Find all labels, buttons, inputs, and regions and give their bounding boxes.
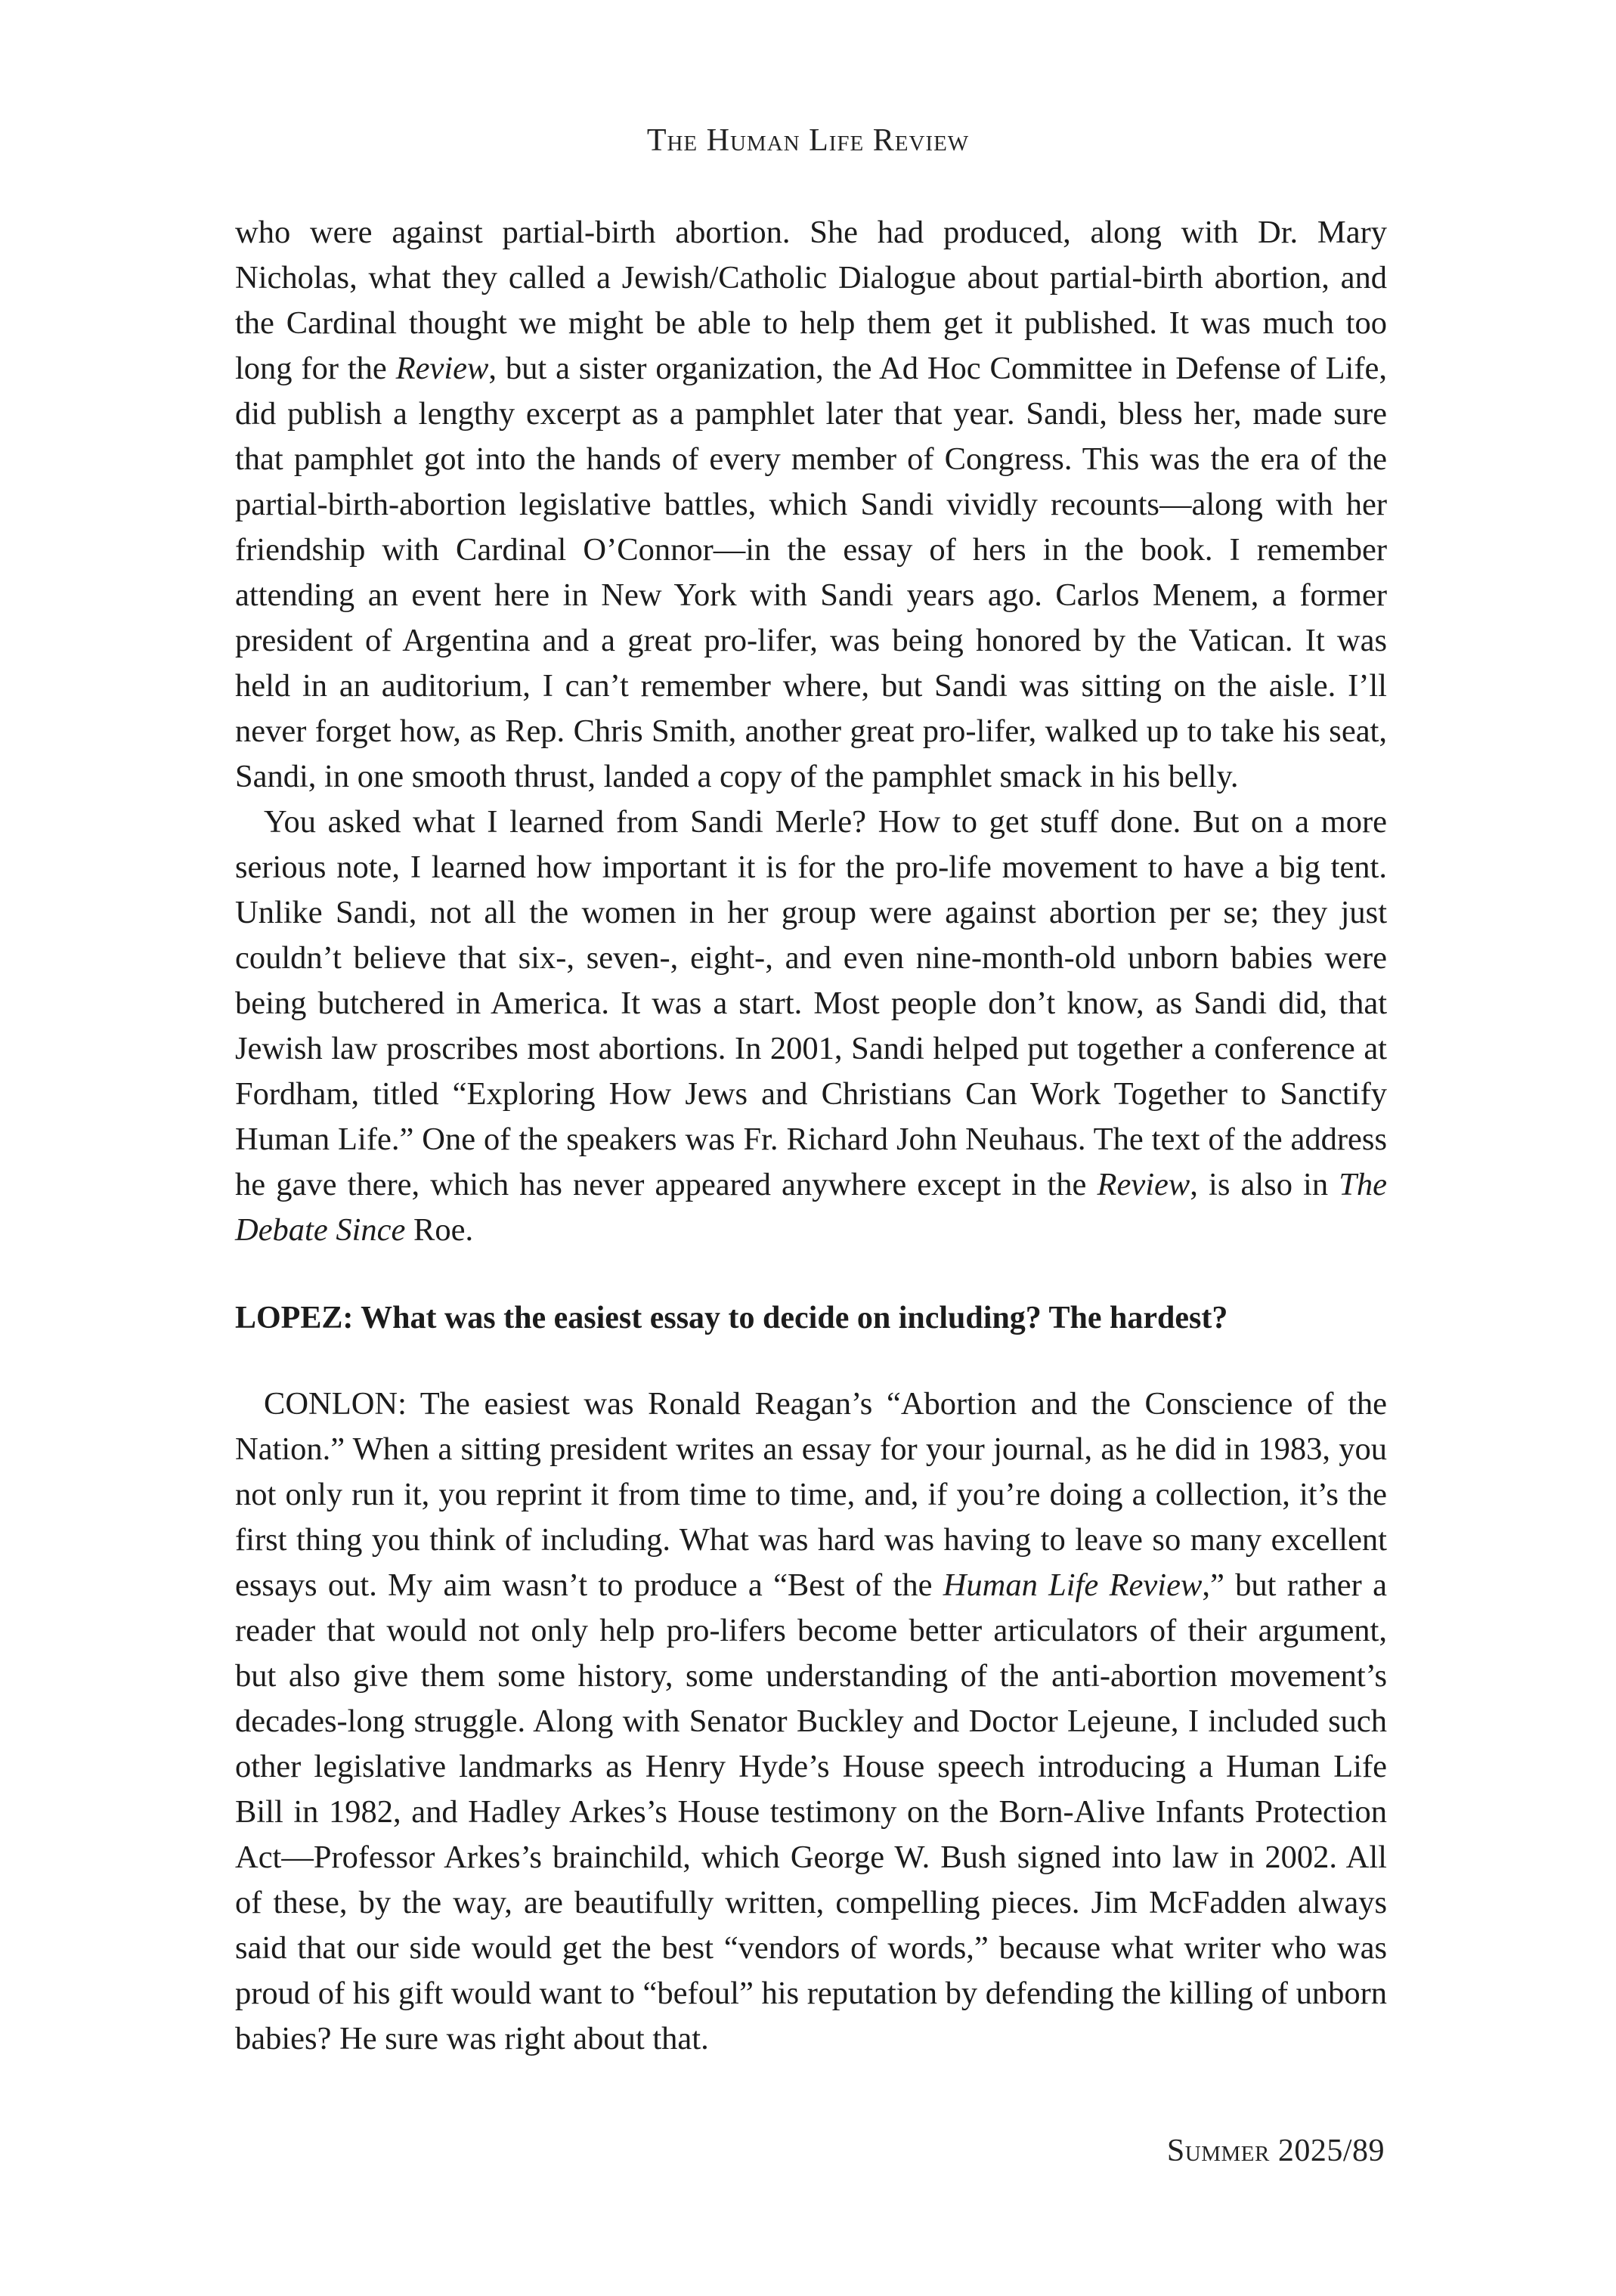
page-folio: Summer 2025/89 [1166,2134,1385,2168]
paragraph-1-text-1: who were against partial-birth abortion. She had produced, along with Dr. Mary Nicholas, what they called a Jewish/Catholic Dialogue about partial-birth abortion, and the Cardinal thought we might be able to help them get it published. It was much too long for the [235,215,1387,386]
paragraph-3 [235,1382,1387,2062]
journal-title-italic: Human Life Review [943,1567,1203,1603]
review-title-italic: Review [395,351,489,386]
paragraph-2-text-2: , is also in [1190,1167,1339,1202]
paragraph-2-text-3: Roe. [405,1212,474,1248]
article-body [235,210,1387,2062]
paragraph-1-text-2: , but a sister organization, the Ad Hoc Committee in Defense of Life, did publish a lengthy excerpt as a pamphlet later that year. Sandi, bless her, made sure that pamphlet got into the hands of every member of Congress. This was the era of the partial-birth-abortion legislative battles, which Sandi vividly recounts—along with her friendship with Cardinal O’Connor—in the essay of hers in the book. I remember attending an event here in New York with Sandi years ago. Carlos Menem, a former president of Argentina and a great pro-lifer, was being honored by the Vatican. It was held in an auditorium, I can’t remember where, but Sandi was sitting on the aisle. I’ll never forget how, as Rep. Chris Smith, another great pro-lifer, walked up to take his seat, Sandi, in one smooth thrust, landed a copy of the pamphlet smack in his belly. [235,351,1387,794]
review-title-italic: Review [1097,1167,1190,1202]
paragraph-2 [235,800,1387,1253]
running-head: The Human Life Review [646,123,970,158]
paragraph-2-text-1: You asked what I learned from Sandi Merle? How to get stuff done. But on a more serious note, I learned how important it is for the pro-life movement to have a big tent. Unlike Sandi, not all the women in her group were against abortion per se; they just couldn’t believe that six-, seven-, eight-, and even nine-month-old unborn babies were being butchered in America. It was a start. Most people don’t know, as Sandi did, that Jewish law proscribes most abortions. In 2001, Sandi helped put together a conference at Fordham, titled “Exploring How Jews and Christians Can Work Together to Sanctify Human Life.” One of the speakers was Fr. Richard John Neuhaus. The text of the address he gave there, which has never appeared anywhere except in the [235,804,1387,1202]
book-title-italic: The Debate Since [235,1167,1387,1248]
paragraph-3-text-2: ,” but rather a reader that would not only help pro-lifers become better articulators of their argument, but also give them some history, some understanding of the anti-abortion movement’s decades-long struggle. Along with Senator Buckley and Doctor Lejeune, I included such other legislative landmarks as Henry Hyde’s House speech introducing a Human Life Bill in 1982, and Hadley Arkes’s House testimony on the Born-Alive Infants Protection Act—Professor Arkes’s brainchild, which George W. Bush signed into law in 2002. All of these, by the way, are beautifully written, compelling pieces. Jim McFadden always said that our side would get the best “vendors of words,” because what writer who was proud of his gift would want to “befoul” his reputation by defending the killing of unborn babies? He sure was right about that. [235,1567,1387,2056]
interview-question: LOPEZ: What was the easiest essay to decide on including? The hardest? [235,1301,1228,1335]
paragraph-3-text-1: CONLON: The easiest was Ronald Reagan’s “Abortion and the Conscience of the Nation.” When a sitting president writes an essay for your journal, as he did in 1983, you not only run it, you reprint it from time to time, and, if you’re doing a collection, it’s the first thing you think of including. What was hard was having to leave so many excellent essays out. My aim wasn’t to produce a “Best of the [235,1386,1387,1603]
paragraph-1 [235,210,1387,800]
